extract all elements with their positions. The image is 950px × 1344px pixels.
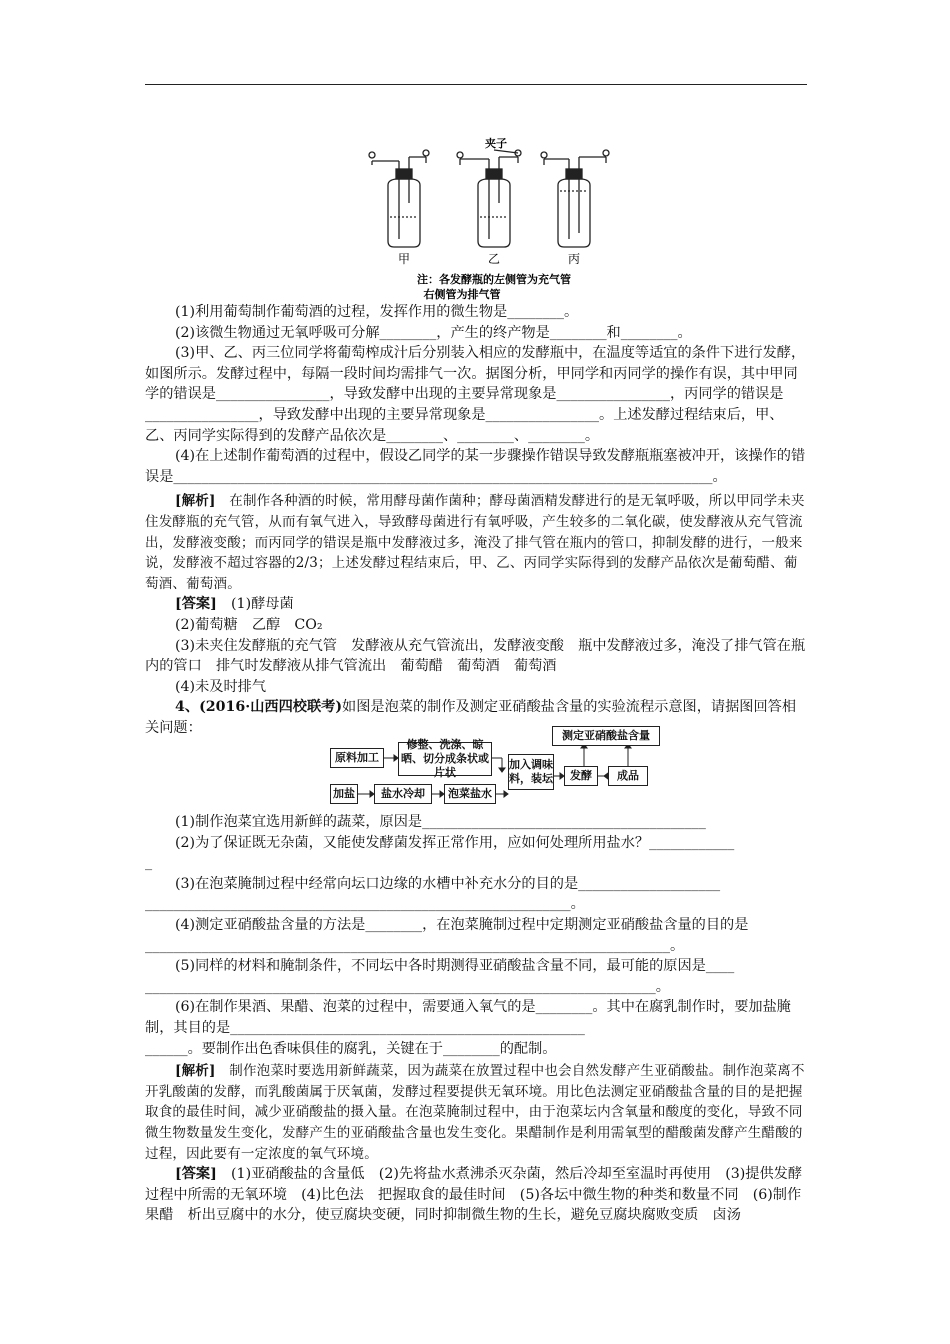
analysis-tag: [解析]: [175, 493, 216, 510]
bottle-label-1: 甲: [397, 252, 411, 266]
q4-item-2-cont: _: [145, 855, 153, 872]
fermentation-bottles-figure: [368, 133, 618, 303]
q4-item-1: (1)制作泡菜宜选用新鲜的蔬菜，原因是________________________________________: [175, 814, 706, 830]
flow-seasoning: 加入调味料，装坛: [508, 754, 554, 790]
q4-answer: [答案] (1)亚硝酸盐的含量低 (2)先将盐水煮沸杀灭杂菌，然后冷却至室温时再使用 (3)提供发酵过程中所需的无氧环境 (4)比色法 把握取食的最佳时间 (5)各坛中微生物的种类和数量不同 (6)制作果醋 析出豆腐中的水分，使豆腐块变硬，同时抑制微生物的生长，避免豆腐块腐败变质 卤汤: [145, 1166, 803, 1224]
question-3-block: [145, 302, 807, 738]
q4-source: (2016·山西四校联考): [199, 699, 343, 716]
q4-item-6: (6)在制作果酒、果醋、泡菜的过程中，需要通入氧气的是________。其中在腐乳制作时，要加盐腌制，其目的是__________________________________________________: [145, 999, 791, 1036]
q4-item-2: (2)为了保证既无杂菌，又能使发酵菌发挥正常作用，应如何处理所用盐水？____________: [175, 834, 735, 851]
q4-item-6-cont: ______。要制作出色香味俱佳的腐乳，关键在于________的配制。: [145, 1040, 557, 1057]
figure-note-2: 右侧管为排气管: [423, 288, 501, 301]
q4-stem: 4、(2016·山西四校联考)如图是泡菜的制作及测定亚硝酸盐含量的实验流程示意图，请据图回答相关问题：: [145, 699, 797, 736]
analysis-text: 在制作各种酒的时候，常用酵母菌作菌种；酵母菌酒精发酵进行的是无氧呼吸，所以甲同学未夹住发酵瓶的充气管，从而有氧气进入，导致酵母菌进行有氧呼吸，产生较多的二氧化碳，使发酵液从充气管流出，发酵液变酸；而丙同学的错误是瓶中发酵液过多，淹没了排气管在瓶内的管口，抑制发酵的进行，一般来说，发酵液不超过容器的2/3；上述发酵过程结束后，甲、乙、丙同学实际得到的发酵产品依次是葡萄醋、葡萄酒、葡萄酒。: [145, 493, 805, 592]
clip-label: 夹子: [485, 137, 507, 150]
q3-answer-4: (4)未及时排气: [175, 678, 267, 695]
flow-trim: 修整、洗涤、晾晒、切分成条状或片状: [398, 742, 492, 776]
answer-tag: [答案]: [175, 596, 217, 613]
figure-note-1: 注：各发酵瓶的左侧管为充气管: [417, 273, 571, 286]
question-4-block: [145, 812, 807, 1226]
q4-item-5-cont: ________________________________________________________________________。: [145, 978, 670, 995]
flow-product: 成品: [608, 766, 648, 786]
flow-brine-cooling: 盐水冷却: [374, 784, 432, 804]
q4-item-3: (3)在泡菜腌制过程中经常向坛口边缘的水槽中补充水分的目的是____________________: [175, 875, 721, 892]
flow-pickle-brine: 泡菜盐水: [444, 784, 496, 804]
q3-answer-1: [答案] (1)酵母菌: [175, 596, 294, 613]
bottle-label-2: 乙: [487, 252, 501, 266]
flow-ferment: 发酵: [564, 766, 598, 786]
flow-salt: 加盐: [330, 784, 358, 804]
q4-item-3-cont: ____________________________________________________________。: [145, 896, 585, 913]
header-rule: [145, 84, 807, 85]
q3-item-1: (1)利用葡萄制作葡萄酒的过程，发挥作用的微生物是________。: [175, 304, 579, 320]
q3-item-3: (3)甲、乙、丙三位同学将葡萄榨成汁后分别装入相应的发酵瓶中，在温度等适宜的条件下进行发酵，如图所示。发酵过程中，每隔一段时间均需排气一次。据图分析，甲同学和丙同学的操作有误，其中甲同学的错误是________________，导致发酵中出现的主要异常现象是________________，丙同学的错误是________________，导致发酵中出现的主要异常现象是________________。上述发酵过程结束后，甲、乙、丙同学实际得到的发酵产品依次是________、________、________。: [145, 345, 806, 444]
bottle-label-3: 丙: [567, 252, 581, 266]
q4-item-4: (4)测定亚硝酸盐含量的方法是________，在泡菜腌制过程中定期测定亚硝酸盐含量的目的是__________________________________________________________________________。: [145, 916, 749, 954]
q3-analysis: [145, 491, 807, 594]
q3-item-2: (2)该微生物通过无氧呼吸可分解________，产生的终产物是________和________。: [175, 324, 692, 341]
bottles-diagram: [368, 133, 618, 303]
pickle-flowchart: [328, 724, 672, 810]
flow-measure-nitrite: 测定亚硝酸盐含量: [552, 726, 660, 746]
q4-item-5: (5)同样的材料和腌制条件，不同坛中各时期测得亚硝酸盐含量不同，最可能的原因是____: [175, 958, 735, 975]
flow-raw-material: 原料加工: [330, 748, 384, 768]
q3-item-4: (4)在上述制作葡萄酒的过程中，假设乙同学的某一步骤操作错误导致发酵瓶瓶塞被冲开，该操作的错误是____________________________________________________________________________。: [145, 448, 806, 485]
q3-answer-3: (3)未夹住发酵瓶的充气管 发酵液从充气管流出，发酵液变酸 瓶中发酵液过多，淹没了排气管在瓶内的管口 排气时发酵液从排气管流出 葡萄醋 葡萄酒 葡萄酒: [145, 637, 806, 675]
q4-analysis: [解析] 制作泡菜时要选用新鲜蔬菜，因为蔬菜在放置过程中也会自然发酵产生亚硝酸盐。制作泡菜离不开乳酸菌的发酵，而乳酸菌属于厌氧菌，发酵过程要提供无氧环境。用比色法测定亚硝酸盐含量的目的是把握取食的最佳时间，减少亚硝酸盐的摄入量。在泡菜腌制过程中，由于泡菜坛内含氧量和酸度的变化，导致不同微生物数量发生变化，发酵产生的亚硝酸盐含量也发生变化。果醋制作是利用需氧型的醋酸菌发酵产生醋酸的过程，因此要有一定浓度的氧气环境。: [145, 1063, 805, 1162]
q3-answer-2: (2)葡萄糖 乙醇 CO₂: [175, 616, 323, 633]
